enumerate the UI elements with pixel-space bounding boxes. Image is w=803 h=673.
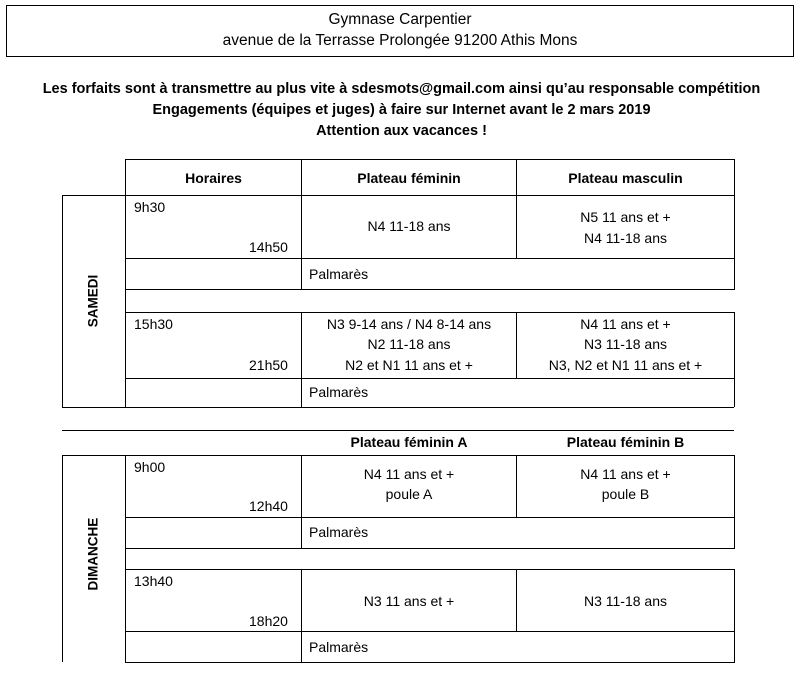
session-col2-line: poule B [601, 486, 650, 502]
venue-name: Gymnase Carpentier [328, 11, 472, 28]
awards-label: Palmarès [309, 639, 369, 655]
session-start-time: 9h30 [134, 199, 166, 215]
session-col2-line: N4 11-18 ans [583, 230, 667, 246]
header-plateau-feminin-a: Plateau féminin A [350, 434, 468, 450]
session-col1-line: N3 9-14 ans / N4 8-14 ans [326, 316, 492, 332]
saturday-day-label: SAMEDI [85, 274, 101, 328]
session-end-time: 14h50 [249, 239, 288, 255]
awards-label: Palmarès [309, 384, 369, 400]
session-col1-line: poule A [385, 486, 433, 502]
session-start-time: 15h30 [134, 316, 173, 332]
session-col1-line: N4 11 ans et + [363, 466, 455, 482]
session-end-time: 21h50 [249, 357, 288, 373]
session-end-time: 18h20 [249, 613, 288, 629]
session-col2-line: N3 11-18 ans [583, 336, 667, 352]
venue-address: avenue de la Terrasse Prolongée 91200 Athis Mons [222, 31, 578, 49]
session-col2-line: N4 11 ans et + [580, 316, 671, 332]
header-plateau-masculin: Plateau masculin [568, 170, 683, 186]
sunday-day-label: DIMANCHE [85, 517, 101, 591]
session-col1-line: N2 11-18 ans [367, 336, 451, 352]
session-start-time: 9h00 [134, 459, 166, 475]
session-col2-line: N5 11 ans et + [580, 209, 671, 225]
notice-engagements: Engagements (équipes et juges) à faire sur Internet avant le 2 mars 2019 [152, 102, 651, 118]
notice-vacances: Attention aux vacances ! [316, 123, 487, 139]
awards-label: Palmarès [309, 266, 369, 282]
session-col1-line: N2 et N1 11 ans et + [345, 357, 473, 373]
session-col2-line: N4 11 ans et + [580, 466, 671, 482]
header-plateau-feminin-b: Plateau féminin B [566, 434, 685, 450]
section-divider [62, 430, 734, 431]
header-plateau-feminin: Plateau féminin [357, 170, 461, 186]
session-end-time: 12h40 [249, 498, 288, 514]
session-start-time: 13h40 [134, 573, 173, 589]
session-col1-line: N3 11 ans et + [363, 593, 455, 609]
session-col2-line: N3, N2 et N1 11 ans et + [548, 357, 703, 373]
venue-box [6, 5, 794, 57]
notice-forfaits: Les forfaits sont à transmettre au plus vite à sdesmots@gmail.com ainsi qu’au responsable compétition [42, 81, 761, 97]
header-times: Horaires [185, 170, 242, 186]
session-col1-line: N4 11-18 ans [367, 218, 451, 234]
session-col2-line: N3 11-18 ans [583, 593, 667, 609]
awards-label: Palmarès [309, 524, 369, 540]
